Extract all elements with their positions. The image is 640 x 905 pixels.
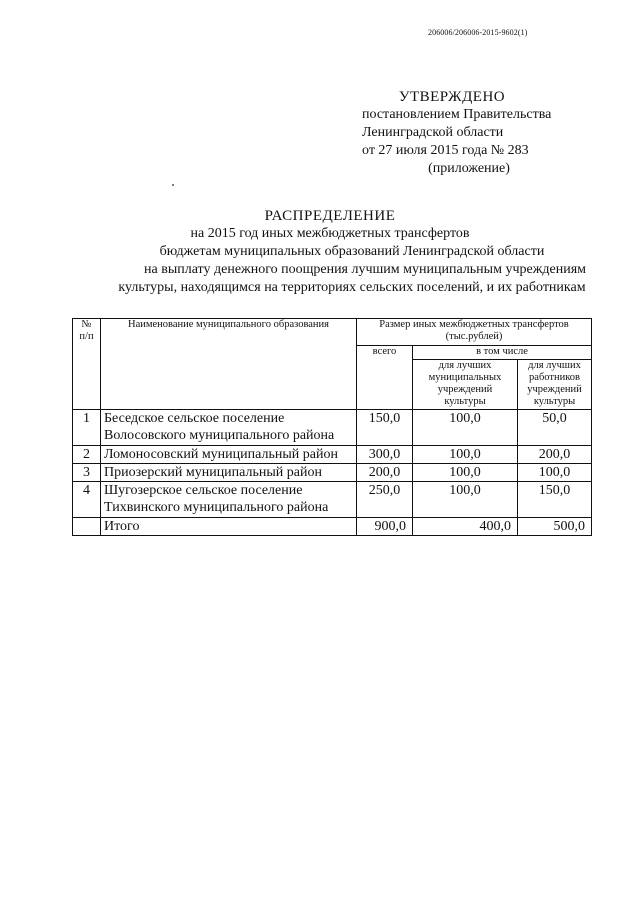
scan-speck (172, 184, 174, 186)
total-num-cell (73, 518, 101, 536)
table-row (73, 446, 592, 464)
total-workers: 500,0 (518, 518, 592, 536)
row-workers: 200,0 (518, 446, 592, 464)
row-num: 4 (73, 482, 101, 518)
document-title (60, 207, 620, 297)
approval-stamp (362, 88, 582, 178)
row-num: 1 (73, 410, 101, 446)
title-line-1: на 2015 год иных межбюджетных трансфертов (190, 226, 470, 241)
row-total: 150,0 (357, 410, 413, 446)
header-total: всего (357, 346, 413, 410)
approval-heading: УТВЕРЖДЕНО (398, 89, 506, 105)
row-num: 2 (73, 446, 101, 464)
row-num: 3 (73, 464, 101, 482)
header-institutions: для лучших муниципальных учреждений культуры (413, 360, 518, 410)
row-institutions: 100,0 (413, 446, 518, 464)
row-total: 200,0 (357, 464, 413, 482)
title-line-4: культуры, находящимся на территориях сельских поселений, и их работникам (118, 280, 586, 295)
table-row (73, 410, 592, 446)
approval-line-4: (приложение) (428, 161, 510, 176)
approval-line-1: постановлением Правительства (362, 107, 552, 122)
total-row (73, 518, 592, 536)
approval-line-3: от 27 июля 2015 года № 283 (362, 143, 529, 158)
row-institutions: 100,0 (413, 482, 518, 518)
row-institutions: 100,0 (413, 464, 518, 482)
total-institutions: 400,0 (413, 518, 518, 536)
distribution-table (72, 318, 592, 536)
approval-line-2: Ленинградской области (362, 125, 504, 140)
row-institutions: 100,0 (413, 410, 518, 446)
title-line-2: бюджетам муниципальных образований Ленинградской области (159, 244, 545, 259)
row-name: Беседское сельское поселение Волосовского муниципального района (101, 410, 357, 446)
row-total: 300,0 (357, 446, 413, 464)
row-name: Ломоносовский муниципальный район (101, 446, 357, 464)
table-row (73, 464, 592, 482)
total-sum: 900,0 (357, 518, 413, 536)
header-num: № п/п (73, 319, 101, 410)
header-workers: для лучших работников учреждений культуры (518, 360, 592, 410)
document-id: 206006/206006-2015-9602(1) (428, 28, 528, 37)
row-name: Приозерский муниципальный район (101, 464, 357, 482)
table-row (73, 482, 592, 518)
row-total: 250,0 (357, 482, 413, 518)
header-including: в том числе (413, 346, 592, 360)
row-workers: 50,0 (518, 410, 592, 446)
total-label: Итого (101, 518, 357, 536)
row-workers: 150,0 (518, 482, 592, 518)
row-workers: 100,0 (518, 464, 592, 482)
title-heading: РАСПРЕДЕЛЕНИЕ (264, 208, 396, 224)
header-amount: Размер иных межбюджетных трансфертов (тыс.рублей) (357, 319, 592, 346)
title-line-3: на выплату денежного поощрения лучшим муниципальным учреждениям (144, 262, 586, 277)
header-name: Наименование муниципального образования (101, 319, 357, 410)
row-name: Шугозерское сельское поселение Тихвинского муниципального района (101, 482, 357, 518)
